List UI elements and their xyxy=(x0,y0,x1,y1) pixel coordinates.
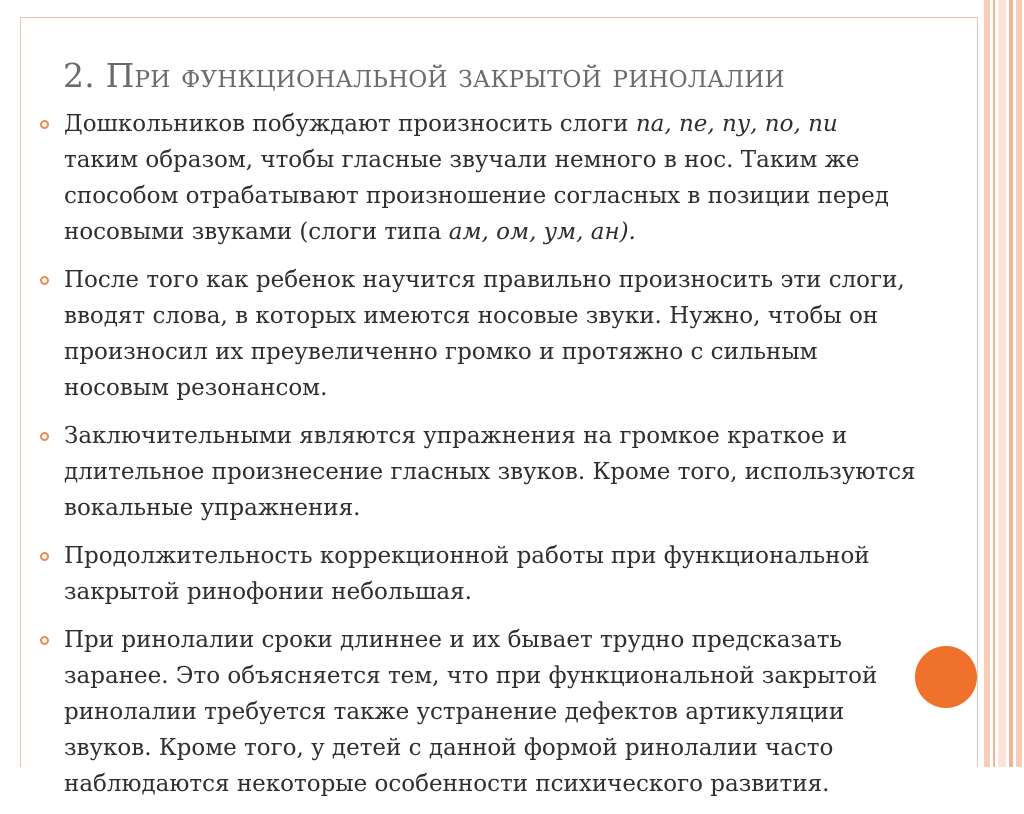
text-line: звуков. Кроме того, у детей с данной формой ринолалии часто xyxy=(64,735,834,761)
text-run: носовыми звуками (слоги типа xyxy=(64,219,449,245)
stripe xyxy=(993,0,995,767)
text-line xyxy=(64,106,990,142)
text-line xyxy=(64,214,990,250)
text-run-italic: па, пе, пу, по, пи xyxy=(635,111,838,137)
title-number: 2. xyxy=(63,56,106,95)
text-line: После того как ребенок научится правильно произносить эти слоги, xyxy=(64,267,905,293)
list-item xyxy=(40,538,990,610)
text-line: вокальные упражнения. xyxy=(64,495,361,521)
list-item xyxy=(40,622,990,802)
slide-title xyxy=(63,56,785,95)
text-line: заранее. Это объясняется тем, что при функциональной закрытой xyxy=(64,663,878,689)
stripe xyxy=(1016,0,1022,767)
text-line: таким образом, чтобы гласные звучали немного в нос. Таким же xyxy=(64,147,860,173)
text-run: Дошкольников побуждают произносить слоги xyxy=(64,111,636,137)
text-line: наблюдаются некоторые особенности психического развития. xyxy=(64,771,830,797)
bullet-icon xyxy=(40,432,49,441)
bullet-list xyxy=(40,106,990,814)
stripe xyxy=(1009,0,1013,767)
bullet-icon xyxy=(40,636,49,645)
bullet-icon xyxy=(40,276,49,285)
text-line: закрытой ринофонии небольшая. xyxy=(64,579,472,605)
text-line: длительное произнесение гласных звуков. Кроме того, используются xyxy=(64,459,916,485)
text-line: носовым резонансом. xyxy=(64,375,328,401)
list-item xyxy=(40,106,990,250)
stripe xyxy=(998,0,1006,767)
text-line: При ринолалии сроки длиннее и их бывает трудно предсказать xyxy=(64,627,842,653)
text-line: способом отрабатывают произношение согласных в позиции перед xyxy=(64,183,889,209)
bullet-icon xyxy=(40,552,49,561)
list-item xyxy=(40,262,990,406)
bullet-icon xyxy=(40,120,49,129)
text-line: вводят слова, в которых имеются носовые звуки. Нужно, чтобы он xyxy=(64,303,879,329)
title-text: При функциональной закрытой ринолалии xyxy=(105,56,785,95)
text-line: Заключительными являются упражнения на громкое краткое и xyxy=(64,423,848,449)
text-line: Продолжительность коррекционной работы при функциональной xyxy=(64,543,870,569)
list-item xyxy=(40,418,990,526)
text-line: произносил их преувеличенно громко и протяжно с сильным xyxy=(64,339,818,365)
text-run-italic: ам, ом, ум, ан). xyxy=(448,219,636,245)
text-line: ринолалии требуется также устранение дефектов артикуляции xyxy=(64,699,845,725)
